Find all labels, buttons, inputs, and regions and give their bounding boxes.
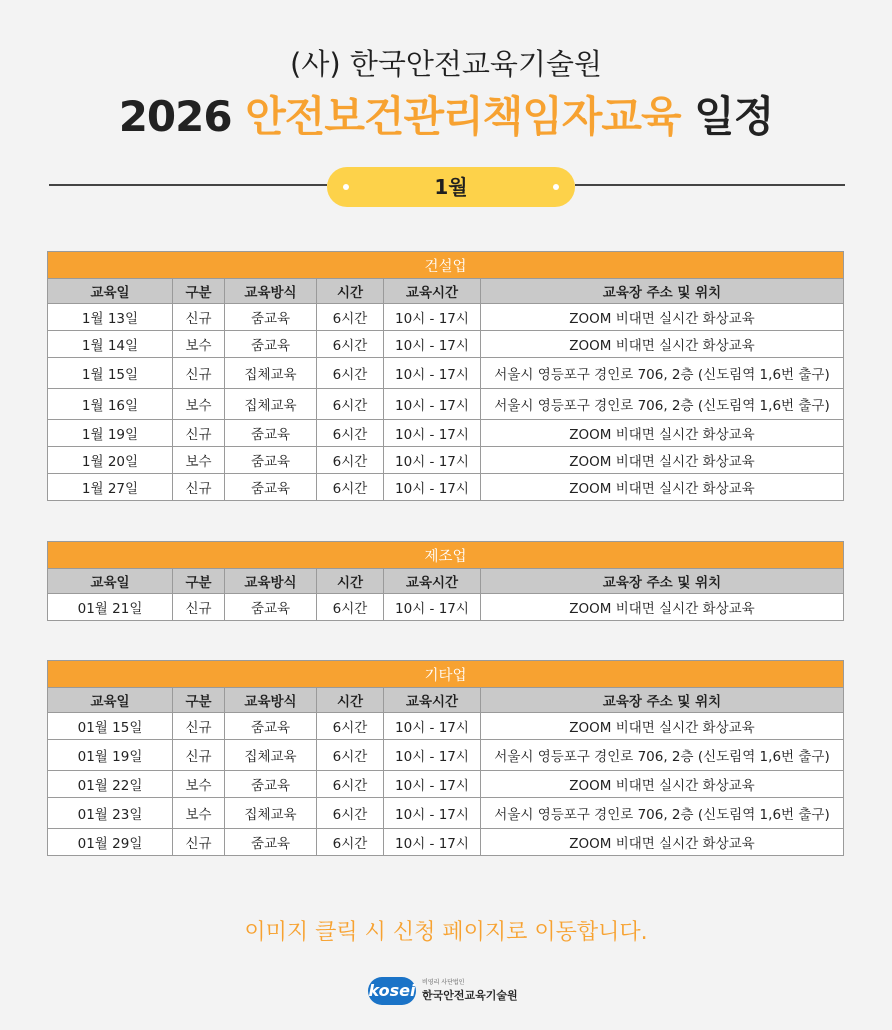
column-header: 교육방식 bbox=[225, 688, 317, 713]
cell-method: 줌교육 bbox=[225, 713, 317, 740]
table-row bbox=[48, 798, 844, 829]
table-row bbox=[48, 304, 844, 331]
cell-hours: 6시간 bbox=[317, 740, 384, 771]
cell-hours: 6시간 bbox=[317, 304, 384, 331]
cell-type: 신규 bbox=[173, 740, 225, 771]
column-header: 구분 bbox=[173, 279, 225, 304]
logo-org-name: 한국안전교육기술원 bbox=[422, 989, 518, 1002]
cell-time: 10시 - 17시 bbox=[384, 389, 481, 420]
month-label: 1월 bbox=[434, 175, 468, 199]
cell-method: 줌교육 bbox=[225, 829, 317, 856]
cell-location: ZOOM 비대면 실시간 화상교육 bbox=[481, 829, 844, 856]
column-header-row bbox=[48, 569, 844, 594]
cell-date: 1월 16일 bbox=[48, 389, 173, 420]
cell-location: ZOOM 비대면 실시간 화상교육 bbox=[481, 474, 844, 501]
cell-method: 줌교육 bbox=[225, 771, 317, 798]
column-header: 교육방식 bbox=[225, 569, 317, 594]
month-badge bbox=[327, 167, 575, 207]
cell-method: 줌교육 bbox=[225, 420, 317, 447]
title-suffix: 일정 bbox=[680, 92, 774, 141]
cell-type: 신규 bbox=[173, 474, 225, 501]
section-title: 건설업 bbox=[48, 252, 844, 279]
column-header: 교육방식 bbox=[225, 279, 317, 304]
cell-date: 1월 27일 bbox=[48, 474, 173, 501]
section-title: 기타업 bbox=[48, 661, 844, 688]
cell-method: 줌교육 bbox=[225, 594, 317, 621]
cell-date: 1월 15일 bbox=[48, 358, 173, 389]
org-name: (사) 한국안전교육기술원 bbox=[290, 47, 602, 81]
cell-method: 집체교육 bbox=[225, 740, 317, 771]
cell-method: 줌교육 bbox=[225, 474, 317, 501]
column-header: 교육장 주소 및 위치 bbox=[481, 688, 844, 713]
column-header: 교육장 주소 및 위치 bbox=[481, 569, 844, 594]
divider-right bbox=[575, 184, 845, 186]
cell-location: 서울시 영등포구 경인로 706, 2층 (신도림역 1,6번 출구) bbox=[481, 358, 844, 389]
column-header: 교육시간 bbox=[384, 569, 481, 594]
table-row bbox=[48, 331, 844, 358]
cell-time: 10시 - 17시 bbox=[384, 594, 481, 621]
table-row bbox=[48, 740, 844, 771]
page-title bbox=[0, 84, 892, 144]
cell-time: 10시 - 17시 bbox=[384, 358, 481, 389]
cell-hours: 6시간 bbox=[317, 474, 384, 501]
table-row bbox=[48, 447, 844, 474]
column-header-row bbox=[48, 279, 844, 304]
apply-link-text[interactable]: 이미지 클릭 시 신청 페이지로 이동합니다. bbox=[244, 920, 648, 945]
cell-date: 01월 15일 bbox=[48, 713, 173, 740]
cell-hours: 6시간 bbox=[317, 447, 384, 474]
cell-date: 01월 22일 bbox=[48, 771, 173, 798]
schedule-table-construction bbox=[47, 251, 844, 501]
table-row bbox=[48, 420, 844, 447]
cell-type: 보수 bbox=[173, 798, 225, 829]
logo-subtitle: 비영리 사단법인 bbox=[422, 979, 465, 986]
cell-method: 줌교육 bbox=[225, 331, 317, 358]
title-highlight: 안전보건관리책임자교육 bbox=[245, 92, 681, 141]
cell-date: 1월 13일 bbox=[48, 304, 173, 331]
cell-location: ZOOM 비대면 실시간 화상교육 bbox=[481, 331, 844, 358]
cell-type: 보수 bbox=[173, 447, 225, 474]
cell-location: 서울시 영등포구 경인로 706, 2층 (신도림역 1,6번 출구) bbox=[481, 798, 844, 829]
cell-method: 집체교육 bbox=[225, 389, 317, 420]
schedule-table-manufacturing bbox=[47, 541, 844, 621]
cell-method: 집체교육 bbox=[225, 798, 317, 829]
cell-date: 01월 19일 bbox=[48, 740, 173, 771]
table-row bbox=[48, 594, 844, 621]
cell-type: 신규 bbox=[173, 420, 225, 447]
cell-time: 10시 - 17시 bbox=[384, 474, 481, 501]
column-header: 교육시간 bbox=[384, 279, 481, 304]
cell-time: 10시 - 17시 bbox=[384, 771, 481, 798]
pill-dot-right bbox=[553, 184, 559, 190]
cell-hours: 6시간 bbox=[317, 771, 384, 798]
cell-time: 10시 - 17시 bbox=[384, 713, 481, 740]
column-header: 시간 bbox=[317, 688, 384, 713]
cell-location: ZOOM 비대면 실시간 화상교육 bbox=[481, 771, 844, 798]
cell-location: 서울시 영등포구 경인로 706, 2층 (신도림역 1,6번 출구) bbox=[481, 740, 844, 771]
kosei-logo-mark: kosei bbox=[368, 977, 416, 1005]
cell-hours: 6시간 bbox=[317, 389, 384, 420]
cell-time: 10시 - 17시 bbox=[384, 331, 481, 358]
cell-location: 서울시 영등포구 경인로 706, 2층 (신도림역 1,6번 출구) bbox=[481, 389, 844, 420]
column-header: 시간 bbox=[317, 569, 384, 594]
title-year: 2026 bbox=[118, 92, 246, 141]
cell-hours: 6시간 bbox=[317, 713, 384, 740]
column-header: 교육일 bbox=[48, 688, 173, 713]
column-header: 교육일 bbox=[48, 279, 173, 304]
cell-location: ZOOM 비대면 실시간 화상교육 bbox=[481, 447, 844, 474]
cell-type: 보수 bbox=[173, 331, 225, 358]
cell-location: ZOOM 비대면 실시간 화상교육 bbox=[481, 594, 844, 621]
cell-time: 10시 - 17시 bbox=[384, 798, 481, 829]
cell-hours: 6시간 bbox=[317, 594, 384, 621]
cell-type: 신규 bbox=[173, 829, 225, 856]
cell-location: ZOOM 비대면 실시간 화상교육 bbox=[481, 420, 844, 447]
table-row bbox=[48, 829, 844, 856]
cell-time: 10시 - 17시 bbox=[384, 740, 481, 771]
cell-type: 보수 bbox=[173, 771, 225, 798]
cell-location: ZOOM 비대면 실시간 화상교육 bbox=[481, 304, 844, 331]
divider-left bbox=[49, 184, 327, 186]
cell-date: 1월 20일 bbox=[48, 447, 173, 474]
section-header-row bbox=[48, 542, 844, 569]
section-header-row bbox=[48, 252, 844, 279]
cell-type: 신규 bbox=[173, 713, 225, 740]
cell-method: 줌교육 bbox=[225, 447, 317, 474]
column-header: 시간 bbox=[317, 279, 384, 304]
cell-location: ZOOM 비대면 실시간 화상교육 bbox=[481, 713, 844, 740]
cell-type: 신규 bbox=[173, 594, 225, 621]
pill-dot-left bbox=[343, 184, 349, 190]
column-header: 교육일 bbox=[48, 569, 173, 594]
cell-time: 10시 - 17시 bbox=[384, 447, 481, 474]
table-row bbox=[48, 713, 844, 740]
cell-date: 01월 29일 bbox=[48, 829, 173, 856]
column-header: 구분 bbox=[173, 688, 225, 713]
cell-time: 10시 - 17시 bbox=[384, 304, 481, 331]
cell-hours: 6시간 bbox=[317, 798, 384, 829]
table-row bbox=[48, 771, 844, 798]
cell-date: 01월 21일 bbox=[48, 594, 173, 621]
cell-method: 집체교육 bbox=[225, 358, 317, 389]
table-row bbox=[48, 389, 844, 420]
table-row bbox=[48, 358, 844, 389]
cell-time: 10시 - 17시 bbox=[384, 420, 481, 447]
cell-date: 1월 19일 bbox=[48, 420, 173, 447]
cell-hours: 6시간 bbox=[317, 420, 384, 447]
column-header-row bbox=[48, 688, 844, 713]
column-header: 교육시간 bbox=[384, 688, 481, 713]
table-row bbox=[48, 474, 844, 501]
cell-time: 10시 - 17시 bbox=[384, 829, 481, 856]
cell-method: 줌교육 bbox=[225, 304, 317, 331]
schedule-table-other bbox=[47, 660, 844, 856]
cell-type: 보수 bbox=[173, 389, 225, 420]
section-header-row bbox=[48, 661, 844, 688]
cell-hours: 6시간 bbox=[317, 829, 384, 856]
cell-hours: 6시간 bbox=[317, 331, 384, 358]
cell-hours: 6시간 bbox=[317, 358, 384, 389]
cell-date: 1월 14일 bbox=[48, 331, 173, 358]
section-title: 제조업 bbox=[48, 542, 844, 569]
column-header: 교육장 주소 및 위치 bbox=[481, 279, 844, 304]
cell-date: 01월 23일 bbox=[48, 798, 173, 829]
cell-type: 신규 bbox=[173, 304, 225, 331]
cell-type: 신규 bbox=[173, 358, 225, 389]
column-header: 구분 bbox=[173, 569, 225, 594]
